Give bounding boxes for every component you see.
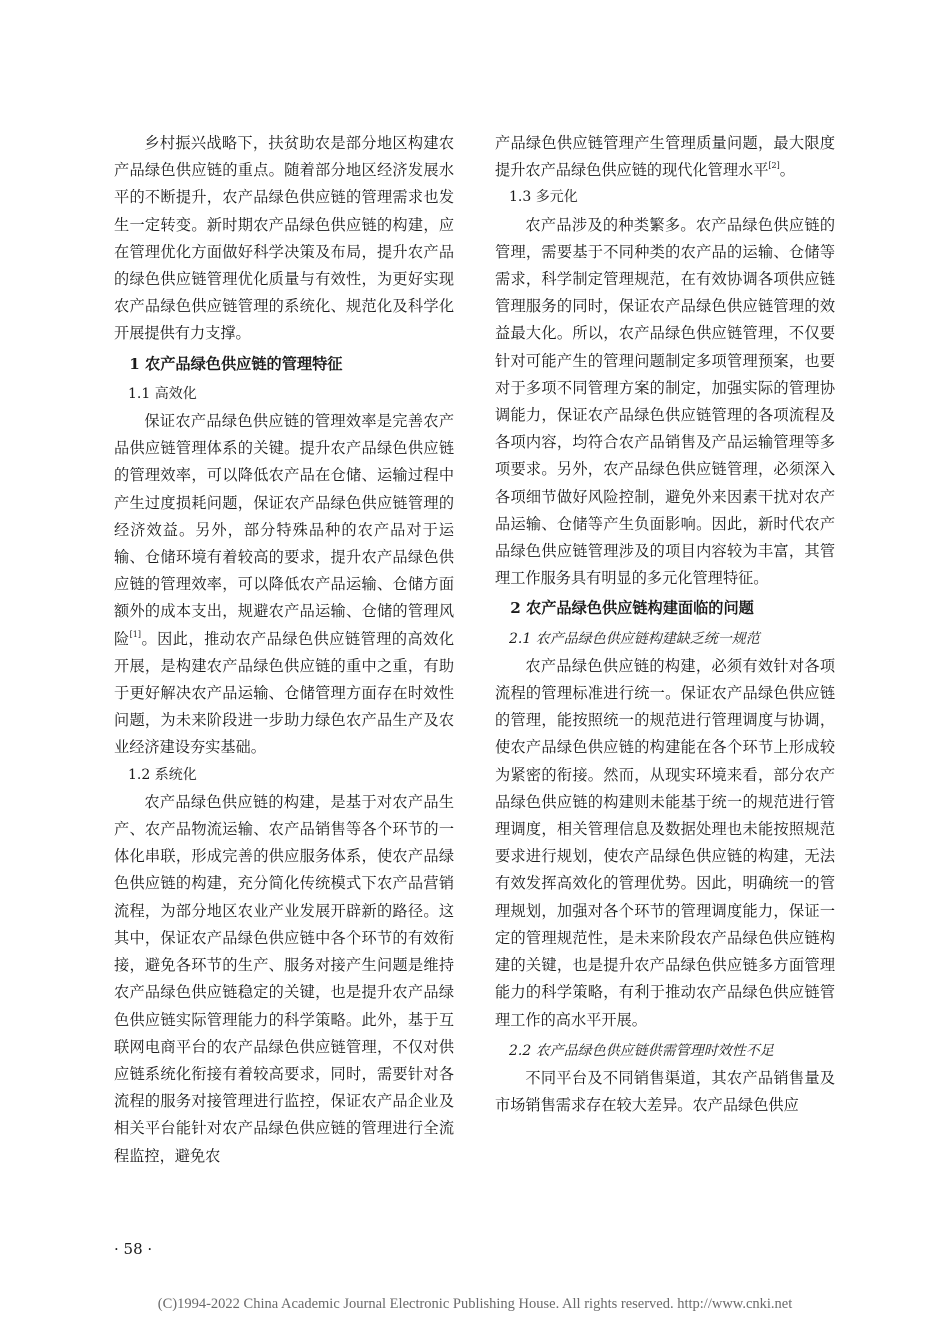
subsection-2-1-paragraph: 农产品绿色供应链的构建，必须有效针对各项流程的管理标准进行统一。保证农产品绿色供应链的管理，能按照统一的规范进行管理调度与协调，使农产品绿色供应链的构建能在各个环节上形成较为紧密的衔接。然而，从现实环境来看，部分农产品绿色供应链的构建则未能基于统一的规范进行管理调度，相关管理信息及数据处理也未能按照规范要求进行规划，使农产品绿色供应链的构建，无法有效发挥高效化的管理优势。因此，明确统一的管理规划，加强对各个环节的管理调度能力，保证一定的管理规范性，是未来阶段农产品绿色供应链构建的关键，也是提升农产品绿色供应链多方面管理能力的科学策略，有利于推动农产品绿色供应链管理工作的高水平开展。 — [495, 656, 835, 1029]
subsection-1-3-heading: 1.3 多元化 — [509, 189, 578, 206]
paragraph-text: 。 — [779, 161, 795, 180]
subsection-2-2-heading: 2.2 农产品绿色供应链供需管理时效性不足 — [509, 1042, 774, 1059]
paragraph-text: 保证农产品绿色供应链的管理效率是完善农产品供应链管理体系的关键。提升农产品绿色供应链的管理效率，可以降低农产品在仓储、运输过程中产生过度损耗问题，保证农产品绿色供应链管理的经济效益。另外，部分特殊品种的农产品对于运输、仓储环境有着较高的要求，提升农产品绿色供应链的管理效率，可以降低农产品运输、仓储方面额外的成本支出，规避农产品运输、仓储的管理风险 — [114, 412, 454, 648]
right-column — [495, 130, 835, 1119]
citation-1: [1] — [129, 629, 141, 639]
paragraph-text: 。因此，推动农产品绿色供应链管理的高效化开展，是构建农产品绿色供应链的重中之重，有助于更好解决农产品运输、仓储管理方面存在时效性问题，为未来阶段进一步助力绿色农产品生产及农业经济建设夯实基础。 — [114, 629, 455, 757]
left-column — [114, 130, 454, 1170]
paragraph-text: 产品绿色供应链管理产生管理质量问题，最大限度提升农产品绿色供应链的现代化管理水平 — [495, 134, 835, 180]
subsection-1-2-paragraph: 农产品绿色供应链的构建，是基于对农产品生产、农产品物流运输、农产品销售等各个环节的一体化串联，形成完善的供应服务体系，使农产品绿色供应链的构建，充分简化传统模式下农产品营销流程，为部分地区农业产业发展开辟新的路径。这其中，保证农产品绿色供应链中各个环节的有效衔接，避免各环节的生产、服务对接产生问题是维持农产品绿色供应链稳定的关键，也是提升农产品绿色供应链实际管理能力的科学策略。此外，基于互联网电商平台的农产品绿色供应链管理，不仅对供应链系统化衔接有着较高要求，同时，需要针对各流程的服务对接管理进行监控，保证农产品企业及相关平台能针对农产品绿色供应链的管理进行全流程监控，避免农 — [114, 792, 454, 1165]
subsection-2-2-paragraph: 不同平台及不同销售渠道，其农产品销售量及市场销售需求存在较大差异。农产品绿色供应 — [495, 1068, 835, 1115]
continued-paragraph — [495, 130, 835, 184]
subsection-1-3-paragraph: 农产品涉及的种类繁多。农产品绿色供应链的管理，需要基于不同种类的农产品的运输、仓储等需求，科学制定管理规范，在有效协调各项供应链管理服务的同时，保证农产品绿色供应链管理的效益最大化。所以，农产品绿色供应链管理，不仅要针对可能产生的管理问题制定多项管理预案，也要对于多项不同管理方案的制定，加强实际的管理协调能力，保证农产品绿色供应链管理的各项流程及各项内容，均符合农产品销售及产品运输管理等多项要求。另外，农产品绿色供应链管理，必须深入各项细节做好风险控制，避免外来因素干扰对农产品运输、仓储等产生负面影响。因此，新时代农产品绿色供应链管理涉及的项目内容较为丰富，其管理工作服务具有明显的多元化管理特征。 — [495, 215, 835, 588]
citation-2: [2] — [768, 161, 780, 171]
subsection-2-1-heading: 2.1 农产品绿色供应链构建缺乏统一规范 — [509, 630, 760, 647]
section-1-heading: 1 农产品绿色供应链的管理特征 — [129, 354, 343, 373]
subsection-1-1-heading: 1.1 高效化 — [128, 385, 197, 402]
subsection-1-1-paragraph — [114, 408, 454, 762]
copyright-notice: (C)1994-2022 China Academic Journal Electronic Publishing House. All rights reserved. http://www.cnki.net — [157, 1296, 793, 1312]
subsection-1-2-heading: 1.2 系统化 — [128, 766, 197, 783]
page-number: · 58 · — [114, 1240, 153, 1258]
section-2-heading: 2 农产品绿色供应链构建面临的问题 — [510, 599, 754, 618]
intro-paragraph: 乡村振兴战略下，扶贫助农是部分地区构建农产品绿色供应链的重点。随着部分地区经济发展水平的不断提升，农产品绿色供应链的管理需求也发生一定转变。新时期农产品绿色供应链的构建，应在管理优化方面做好科学决策及布局，提升农产品的绿色供应链管理优化质量与有效性，为更好实现农产品绿色供应链管理的系统化、规范化及科学化开展提供有力支撑。 — [114, 134, 454, 343]
